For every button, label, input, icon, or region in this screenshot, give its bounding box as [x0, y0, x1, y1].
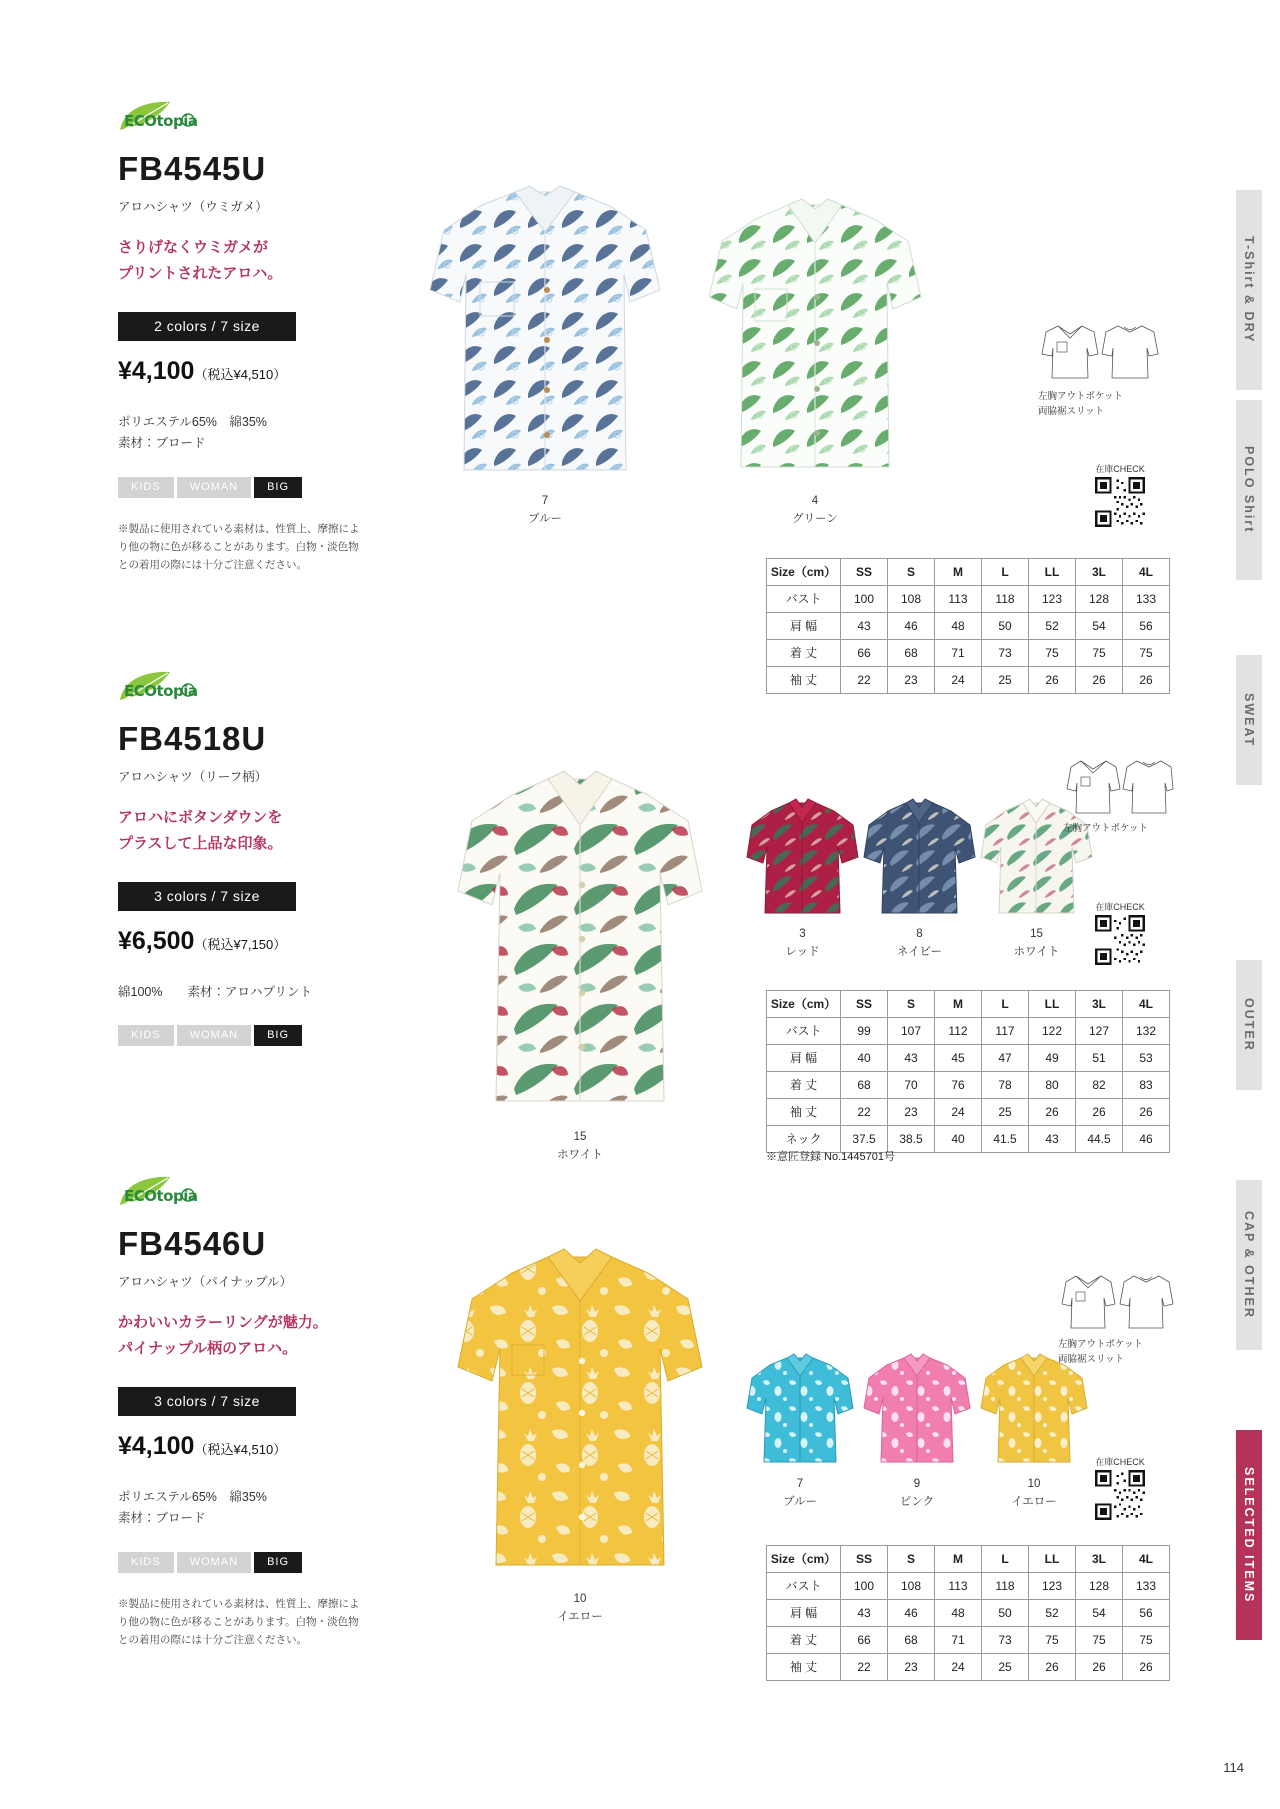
- cell: 75: [1029, 1627, 1076, 1654]
- cell: 108: [888, 1573, 935, 1600]
- size-table-header-row: [767, 991, 1170, 1018]
- cell: 48: [935, 1600, 982, 1627]
- size-table-head-cell: Size（cm）: [767, 991, 841, 1018]
- cell: 123: [1029, 1573, 1076, 1600]
- thumb-caption-yellow: [979, 1475, 1089, 1512]
- cell: 26: [1029, 1654, 1076, 1681]
- tag-woman: WOMAN: [177, 477, 251, 498]
- cell: 118: [982, 586, 1029, 613]
- cell: 132: [1123, 1018, 1170, 1045]
- cell: 75: [1076, 1627, 1123, 1654]
- cell: 51: [1076, 1045, 1123, 1072]
- draw-note-line-2: 両脇裾スリット: [1058, 1353, 1125, 1365]
- price-tax: （税込¥4,510）: [194, 1442, 287, 1457]
- size-table-head-cell: 4L: [1123, 1546, 1170, 1573]
- cell: 107: [888, 1018, 935, 1045]
- photo-caption-white-leaf: [450, 1128, 710, 1165]
- cell: 26: [1076, 1099, 1123, 1126]
- qr-code-icon[interactable]: [1095, 915, 1145, 965]
- cell: 38.5: [888, 1126, 935, 1153]
- cell: 46: [1123, 1126, 1170, 1153]
- thumb-caption-white: [979, 925, 1094, 962]
- cell: 52: [1029, 613, 1076, 640]
- material-line-2: 素材：ブロード: [118, 1511, 206, 1526]
- tag-big: BIG: [254, 1025, 302, 1046]
- cell: 118: [982, 1573, 1029, 1600]
- cell: 71: [935, 640, 982, 667]
- side-tab-selected-items[interactable]: [1236, 1430, 1262, 1640]
- cell: 56: [1123, 613, 1170, 640]
- color-name: ブルー: [527, 513, 563, 526]
- technical-drawing-fb4518u: [1065, 755, 1175, 817]
- table-row: [767, 586, 1170, 613]
- size-table-head-cell: L: [982, 1546, 1029, 1573]
- table-row: [767, 667, 1170, 694]
- cell: 71: [935, 1627, 982, 1654]
- size-table-head-cell: LL: [1029, 559, 1076, 586]
- cell: 52: [1029, 1600, 1076, 1627]
- tag-big: BIG: [254, 1552, 302, 1573]
- side-tab-label: SWEAT: [1242, 692, 1256, 748]
- cell: 66: [841, 1627, 888, 1654]
- side-tab-label: SELECTED ITEMS: [1242, 1466, 1256, 1604]
- ecotopia-logo: [118, 100, 204, 140]
- cell: 43: [888, 1045, 935, 1072]
- size-table-head-cell: 4L: [1123, 991, 1170, 1018]
- technical-drawing-note-fb4518u: [1063, 822, 1148, 837]
- product-catchphrase: [118, 235, 368, 286]
- row-label: 袖 丈: [767, 1654, 841, 1681]
- cell: 83: [1123, 1072, 1170, 1099]
- product-photo-white-leaf: [450, 755, 710, 1125]
- size-table-fb4518u: [766, 990, 1170, 1153]
- cell: 40: [841, 1045, 888, 1072]
- cell: 123: [1029, 586, 1076, 613]
- cell: 128: [1076, 1573, 1123, 1600]
- page-number: 114: [1223, 1760, 1244, 1775]
- qr-label: 在庫CHECK: [1095, 1457, 1145, 1467]
- thumb-caption-red: [745, 925, 860, 962]
- row-label: 肩 幅: [767, 1045, 841, 1072]
- cell: 47: [982, 1045, 1029, 1072]
- size-table-head-cell: M: [935, 559, 982, 586]
- cell: 113: [935, 586, 982, 613]
- draw-note-line-1: 左胸アウトポケット: [1038, 391, 1124, 402]
- cell: 75: [1123, 640, 1170, 667]
- size-table-header-row: [767, 559, 1170, 586]
- cell: 122: [1029, 1018, 1076, 1045]
- cell: 26: [1123, 667, 1170, 694]
- product-code: FB4545U: [118, 150, 267, 187]
- table-row: [767, 1045, 1170, 1072]
- row-label: 着 丈: [767, 640, 841, 667]
- side-tab-tshirt-dry[interactable]: [1236, 190, 1262, 390]
- cell: 100: [841, 586, 888, 613]
- cell: 43: [841, 613, 888, 640]
- material-line-2: 素材：ブロード: [118, 436, 206, 451]
- cell: 108: [888, 586, 935, 613]
- table-row: [767, 1627, 1170, 1654]
- target-tags: [118, 1025, 368, 1046]
- ecotopia-label: ECOtopia: [124, 682, 198, 700]
- photo-caption-green: [700, 492, 930, 529]
- table-row: [767, 1600, 1170, 1627]
- cell: 48: [935, 613, 982, 640]
- cell: 127: [1076, 1018, 1123, 1045]
- tag-kids: KIDS: [118, 1025, 174, 1046]
- technical-drawing-note-fb4545u: [1038, 390, 1123, 419]
- size-table-head-cell: S: [888, 559, 935, 586]
- product-info-fb4518u: [118, 670, 368, 1046]
- catchphrase-line-2: プラスして上品な印象。: [118, 834, 283, 852]
- color-name: イエロー: [557, 1611, 603, 1624]
- catchphrase-line-1: アロハにボタンダウンを: [118, 809, 283, 826]
- technical-drawing-fb4546u: [1060, 1270, 1175, 1332]
- size-table-head-cell: Size（cm）: [767, 1546, 841, 1573]
- size-table-fb4546u: [766, 1545, 1170, 1681]
- cell: 66: [841, 640, 888, 667]
- row-label: 肩 幅: [767, 1600, 841, 1627]
- side-tab-label: T-Shirt & DRY: [1242, 236, 1256, 344]
- color-number: 9: [913, 1478, 921, 1490]
- color-number: 3: [799, 928, 806, 940]
- table-row: [767, 1099, 1170, 1126]
- product-photo-green: [700, 185, 930, 485]
- cell: 68: [888, 1627, 935, 1654]
- material-info: [118, 1487, 368, 1530]
- photo-caption-blue: [420, 492, 670, 529]
- cell: 73: [982, 1627, 1029, 1654]
- color-name: ホワイト: [557, 1149, 603, 1162]
- price-value: ¥4,100: [118, 357, 195, 385]
- product-thumb-pink: [862, 1350, 972, 1470]
- size-table-fb4545u: [766, 558, 1170, 694]
- cell: 43: [841, 1600, 888, 1627]
- cell: 76: [935, 1072, 982, 1099]
- color-number: 7: [541, 495, 549, 507]
- color-number: 4: [811, 495, 819, 507]
- color-number: 10: [1027, 1478, 1041, 1490]
- stock-check-qr-fb4518u[interactable]: [1095, 900, 1145, 965]
- catchphrase-line-2: パイナップル柄のアロハ。: [118, 1339, 298, 1357]
- row-label: 肩 幅: [767, 613, 841, 640]
- size-table-head-cell: SS: [841, 559, 888, 586]
- qr-code-icon[interactable]: [1095, 477, 1145, 527]
- catchphrase-line-2: プリントされたアロハ。: [118, 264, 283, 282]
- design-registration-note: ※意匠登録 No.1445701号: [766, 1151, 895, 1163]
- material-info: [118, 982, 368, 1003]
- price: [118, 927, 368, 956]
- cell: 128: [1076, 586, 1123, 613]
- cell: 26: [1076, 1654, 1123, 1681]
- product-note: ※製品に使用されている素材は、性質上、摩擦により他の物に色が移ることがあります。白物・淡色物との着用の際には十分ご注意ください。: [118, 522, 360, 572]
- thumb-caption-navy: [862, 925, 977, 962]
- row-label: 袖 丈: [767, 667, 841, 694]
- side-tab-outer[interactable]: [1236, 960, 1262, 1090]
- color-number: 15: [1030, 928, 1043, 940]
- cell: 25: [982, 1099, 1029, 1126]
- size-table-head-cell: SS: [841, 1546, 888, 1573]
- stock-check-qr-fb4546u[interactable]: [1095, 1455, 1145, 1520]
- cell: 49: [1029, 1045, 1076, 1072]
- cell: 112: [935, 1018, 982, 1045]
- cell: 24: [935, 667, 982, 694]
- cell: 22: [841, 1654, 888, 1681]
- cell: 26: [1123, 1099, 1170, 1126]
- cell: 117: [982, 1018, 1029, 1045]
- colors-sizes-badge: 2 colors / 7 size: [118, 312, 296, 341]
- cell: 26: [1123, 1654, 1170, 1681]
- cell: 56: [1123, 1600, 1170, 1627]
- cell: 45: [935, 1045, 982, 1072]
- color-name: ネイビー: [896, 946, 943, 959]
- cell: 44.5: [1076, 1126, 1123, 1153]
- cell: 43: [1029, 1126, 1076, 1153]
- product-code: FB4546U: [118, 1225, 267, 1262]
- side-tab-label: POLO Shirt: [1242, 446, 1256, 534]
- row-label: ネック: [767, 1126, 841, 1153]
- table-row: [767, 1573, 1170, 1600]
- ecotopia-logo: [118, 1175, 204, 1215]
- size-table-head-cell: 3L: [1076, 559, 1123, 586]
- row-label: バスト: [767, 586, 841, 613]
- color-name: ピンク: [899, 1496, 935, 1509]
- draw-note-line-1: 左胸アウトポケット: [1063, 823, 1149, 834]
- catchphrase-line-1: かわいいカラーリングが魅力。: [118, 1314, 328, 1331]
- colors-sizes-badge: 3 colors / 7 size: [118, 1387, 296, 1416]
- ecotopia-logo: [118, 670, 204, 710]
- ecotopia-label: ECOtopia: [124, 112, 198, 130]
- table-row: [767, 1654, 1170, 1681]
- color-name: レッド: [785, 946, 820, 959]
- cell: 40: [935, 1126, 982, 1153]
- draw-note-line-2: 両脇裾スリット: [1038, 405, 1105, 417]
- ecotopia-label: ECOtopia: [124, 1187, 198, 1205]
- product-catchphrase: [118, 805, 368, 856]
- cell: 54: [1076, 613, 1123, 640]
- cell: 22: [841, 1099, 888, 1126]
- product-name: アロハシャツ（リーフ柄）: [118, 770, 268, 784]
- cell: 37.5: [841, 1126, 888, 1153]
- size-table-head-cell: SS: [841, 991, 888, 1018]
- cell: 22: [841, 667, 888, 694]
- catchphrase-line-1: さりげなくウミガメが: [118, 239, 269, 256]
- row-label: 着 丈: [767, 1627, 841, 1654]
- cell: 23: [888, 667, 935, 694]
- photo-caption-yellow: [450, 1590, 710, 1627]
- cell: 25: [982, 1654, 1029, 1681]
- cell: 53: [1123, 1045, 1170, 1072]
- price-tax: （税込¥7,150）: [194, 937, 287, 952]
- table-row: [767, 1018, 1170, 1045]
- row-label: 袖 丈: [767, 1099, 841, 1126]
- material-info: [118, 412, 368, 455]
- size-table-head-cell: S: [888, 1546, 935, 1573]
- side-tab-sweat[interactable]: [1236, 655, 1262, 785]
- color-name: イエロー: [1011, 1496, 1057, 1509]
- cell: 75: [1123, 1627, 1170, 1654]
- material-line-1: ポリエステル65% 綿35%: [118, 1490, 267, 1504]
- cell: 23: [888, 1099, 935, 1126]
- target-tags: [118, 1552, 368, 1573]
- price: [118, 357, 368, 386]
- target-tags: [118, 477, 368, 498]
- product-photo-blue: [420, 170, 670, 490]
- product-name: アロハシャツ（パイナップル）: [118, 1275, 293, 1289]
- technical-drawing-note-fb4546u: [1058, 1338, 1143, 1367]
- cell: 133: [1123, 586, 1170, 613]
- cell: 24: [935, 1654, 982, 1681]
- price-value: ¥4,100: [118, 1432, 195, 1460]
- qr-label: 在庫CHECK: [1095, 464, 1145, 474]
- table-row: [767, 640, 1170, 667]
- cell: 133: [1123, 1573, 1170, 1600]
- color-name: ホワイト: [1013, 946, 1060, 959]
- row-label: バスト: [767, 1573, 841, 1600]
- qr-label: 在庫CHECK: [1095, 902, 1145, 912]
- cell: 46: [888, 613, 935, 640]
- cell: 26: [1076, 667, 1123, 694]
- size-table-head-cell: 3L: [1076, 991, 1123, 1018]
- price: [118, 1432, 368, 1461]
- color-number: 15: [573, 1131, 587, 1143]
- color-number: 10: [573, 1593, 587, 1605]
- cell: 50: [982, 1600, 1029, 1627]
- table-row: [767, 613, 1170, 640]
- color-name: グリーン: [792, 513, 838, 526]
- size-table-head-cell: LL: [1029, 991, 1076, 1018]
- size-table-head-cell: Size（cm）: [767, 559, 841, 586]
- cell: 46: [888, 1600, 935, 1627]
- cell: 75: [1076, 640, 1123, 667]
- size-table-head-cell: 4L: [1123, 559, 1170, 586]
- technical-drawing-fb4545u: [1040, 320, 1160, 382]
- size-table-head-cell: M: [935, 1546, 982, 1573]
- side-tab-polo-shirt[interactable]: [1236, 400, 1262, 580]
- cell: 73: [982, 640, 1029, 667]
- cell: 41.5: [982, 1126, 1029, 1153]
- cell: 80: [1029, 1072, 1076, 1099]
- side-tab-label: OUTER: [1242, 998, 1256, 1052]
- cell: 99: [841, 1018, 888, 1045]
- product-thumb-blue: [745, 1350, 855, 1470]
- cell: 26: [1029, 1099, 1076, 1126]
- color-name: ブルー: [782, 1496, 818, 1509]
- product-photo-yellow: [450, 1235, 710, 1585]
- cell: 100: [841, 1573, 888, 1600]
- size-table-head-cell: L: [982, 559, 1029, 586]
- size-table-header-row: [767, 1546, 1170, 1573]
- material-line-1: 綿100% 素材：アロハプリント: [118, 985, 312, 999]
- side-tab-rail: [1220, 0, 1280, 1809]
- size-table-head-cell: LL: [1029, 1546, 1076, 1573]
- product-code: FB4518U: [118, 720, 267, 757]
- cell: 50: [982, 613, 1029, 640]
- thumb-caption-pink: [862, 1475, 972, 1512]
- colors-sizes-badge: 3 colors / 7 size: [118, 882, 296, 911]
- cell: 68: [888, 640, 935, 667]
- product-info-fb4545u: [118, 100, 368, 575]
- cell: 24: [935, 1099, 982, 1126]
- row-label: バスト: [767, 1018, 841, 1045]
- price-tax: （税込¥4,510）: [194, 367, 287, 382]
- tag-big: BIG: [254, 477, 302, 498]
- qr-code-icon[interactable]: [1095, 1470, 1145, 1520]
- product-info-fb4546u: [118, 1175, 368, 1650]
- size-table-head-cell: S: [888, 991, 935, 1018]
- draw-note-line-1: 左胸アウトポケット: [1058, 1339, 1144, 1350]
- product-catchphrase: [118, 1310, 368, 1361]
- side-tab-cap-other[interactable]: [1236, 1180, 1262, 1350]
- cell: 75: [1029, 640, 1076, 667]
- cell: 78: [982, 1072, 1029, 1099]
- product-thumb-yellow: [979, 1350, 1089, 1470]
- cell: 68: [841, 1072, 888, 1099]
- product-thumb-red: [745, 795, 860, 920]
- product-thumb-navy: [862, 795, 977, 920]
- side-tab-label: CAP & OTHER: [1242, 1211, 1256, 1319]
- cell: 70: [888, 1072, 935, 1099]
- tag-woman: WOMAN: [177, 1025, 251, 1046]
- tag-kids: KIDS: [118, 1552, 174, 1573]
- cell: 54: [1076, 1600, 1123, 1627]
- size-table-head-cell: L: [982, 991, 1029, 1018]
- cell: 26: [1029, 667, 1076, 694]
- size-table-head-cell: 3L: [1076, 1546, 1123, 1573]
- cell: 23: [888, 1654, 935, 1681]
- color-number: 7: [796, 1478, 804, 1490]
- thumb-caption-blue: [745, 1475, 855, 1512]
- material-line-1: ポリエステル65% 綿35%: [118, 415, 267, 429]
- cell: 25: [982, 667, 1029, 694]
- tag-woman: WOMAN: [177, 1552, 251, 1573]
- size-table-head-cell: M: [935, 991, 982, 1018]
- color-number: 8: [916, 928, 923, 940]
- cell: 82: [1076, 1072, 1123, 1099]
- tag-kids: KIDS: [118, 477, 174, 498]
- product-note: ※製品に使用されている素材は、性質上、摩擦により他の物に色が移ることがあります。白物・淡色物との着用の際には十分ご注意ください。: [118, 1597, 360, 1647]
- product-name: アロハシャツ（ウミガメ）: [118, 200, 268, 214]
- row-label: 着 丈: [767, 1072, 841, 1099]
- table-row: [767, 1072, 1170, 1099]
- stock-check-qr-fb4545u[interactable]: [1095, 462, 1145, 527]
- price-value: ¥6,500: [118, 927, 195, 955]
- cell: 113: [935, 1573, 982, 1600]
